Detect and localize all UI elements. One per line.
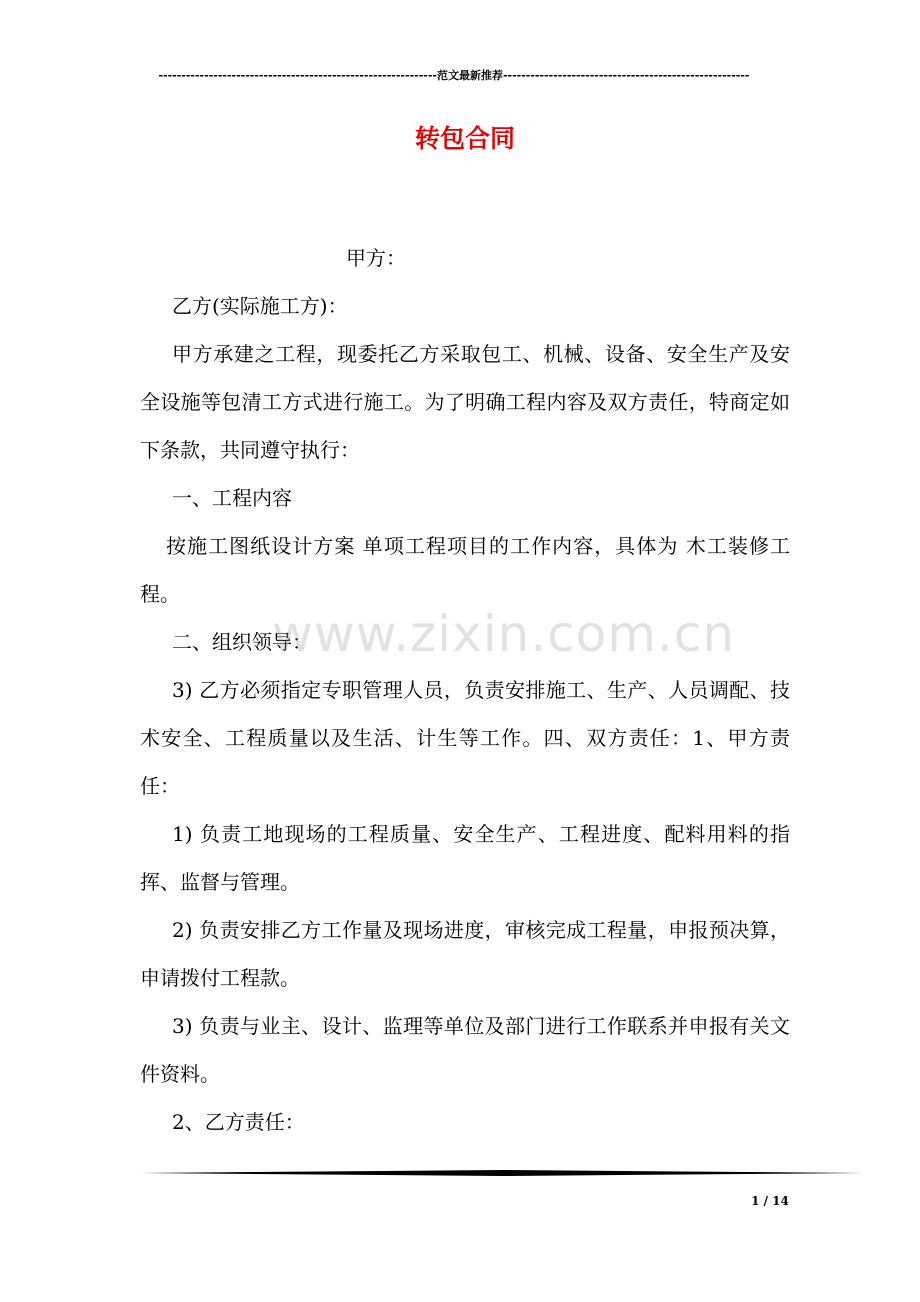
section-1-body: 按施工图纸设计方案 单项工程项目的工作内容，具体为 木工装修工程。 <box>140 534 790 606</box>
party-b-duties-heading: 2、乙方责任： <box>172 1110 305 1134</box>
header-dashes-left: ------------------------------------------------------------- <box>158 69 437 82</box>
footer-divider <box>140 1168 864 1178</box>
watermark: www.zixin.com.cn <box>272 605 736 663</box>
organization-item-3: 3) 乙方必须指定专职管理人员，负责安排施工、生产、人员调配、技术安全、工程质量以及生活、计生等工作。四、双方责任：1、甲方责任： <box>140 678 790 798</box>
document-title: 转包合同 <box>414 124 515 153</box>
party-a-line: 甲方： <box>346 246 406 270</box>
party-a-duty-2: 2) 负责安排乙方工作量及现场进度，审核完成工程量，申报预决算，申请拨付工程款。 <box>140 918 790 990</box>
header-label: 范文最新推荐 <box>436 69 503 82</box>
document-body <box>140 234 790 1146</box>
party-a-duty-1: 1) 负责工地现场的工程质量、安全生产、工程进度、配料用料的指挥、监督与管理。 <box>140 822 790 894</box>
party-b-line: 乙方(实际施工方)： <box>172 294 348 318</box>
header-dashes-right: ------------------------------------------------------ <box>502 69 750 82</box>
section-2-heading: 二、组织领导： <box>172 630 312 654</box>
intro-paragraph: 甲方承建之工程，现委托乙方采取包工、机械、设备、安全生产及安全设施等包清工方式进行施工。为了明确工程内容及双方责任，特商定如下条款，共同遵守执行： <box>140 342 790 462</box>
section-1-heading: 一、工程内容 <box>172 486 292 510</box>
header-banner <box>140 68 768 84</box>
party-a-duty-3: 3) 负责与业主、设计、监理等单位及部门进行工作联系并申报有关文件资料。 <box>140 1014 790 1086</box>
page-number: 1 / 14 <box>751 1194 789 1208</box>
